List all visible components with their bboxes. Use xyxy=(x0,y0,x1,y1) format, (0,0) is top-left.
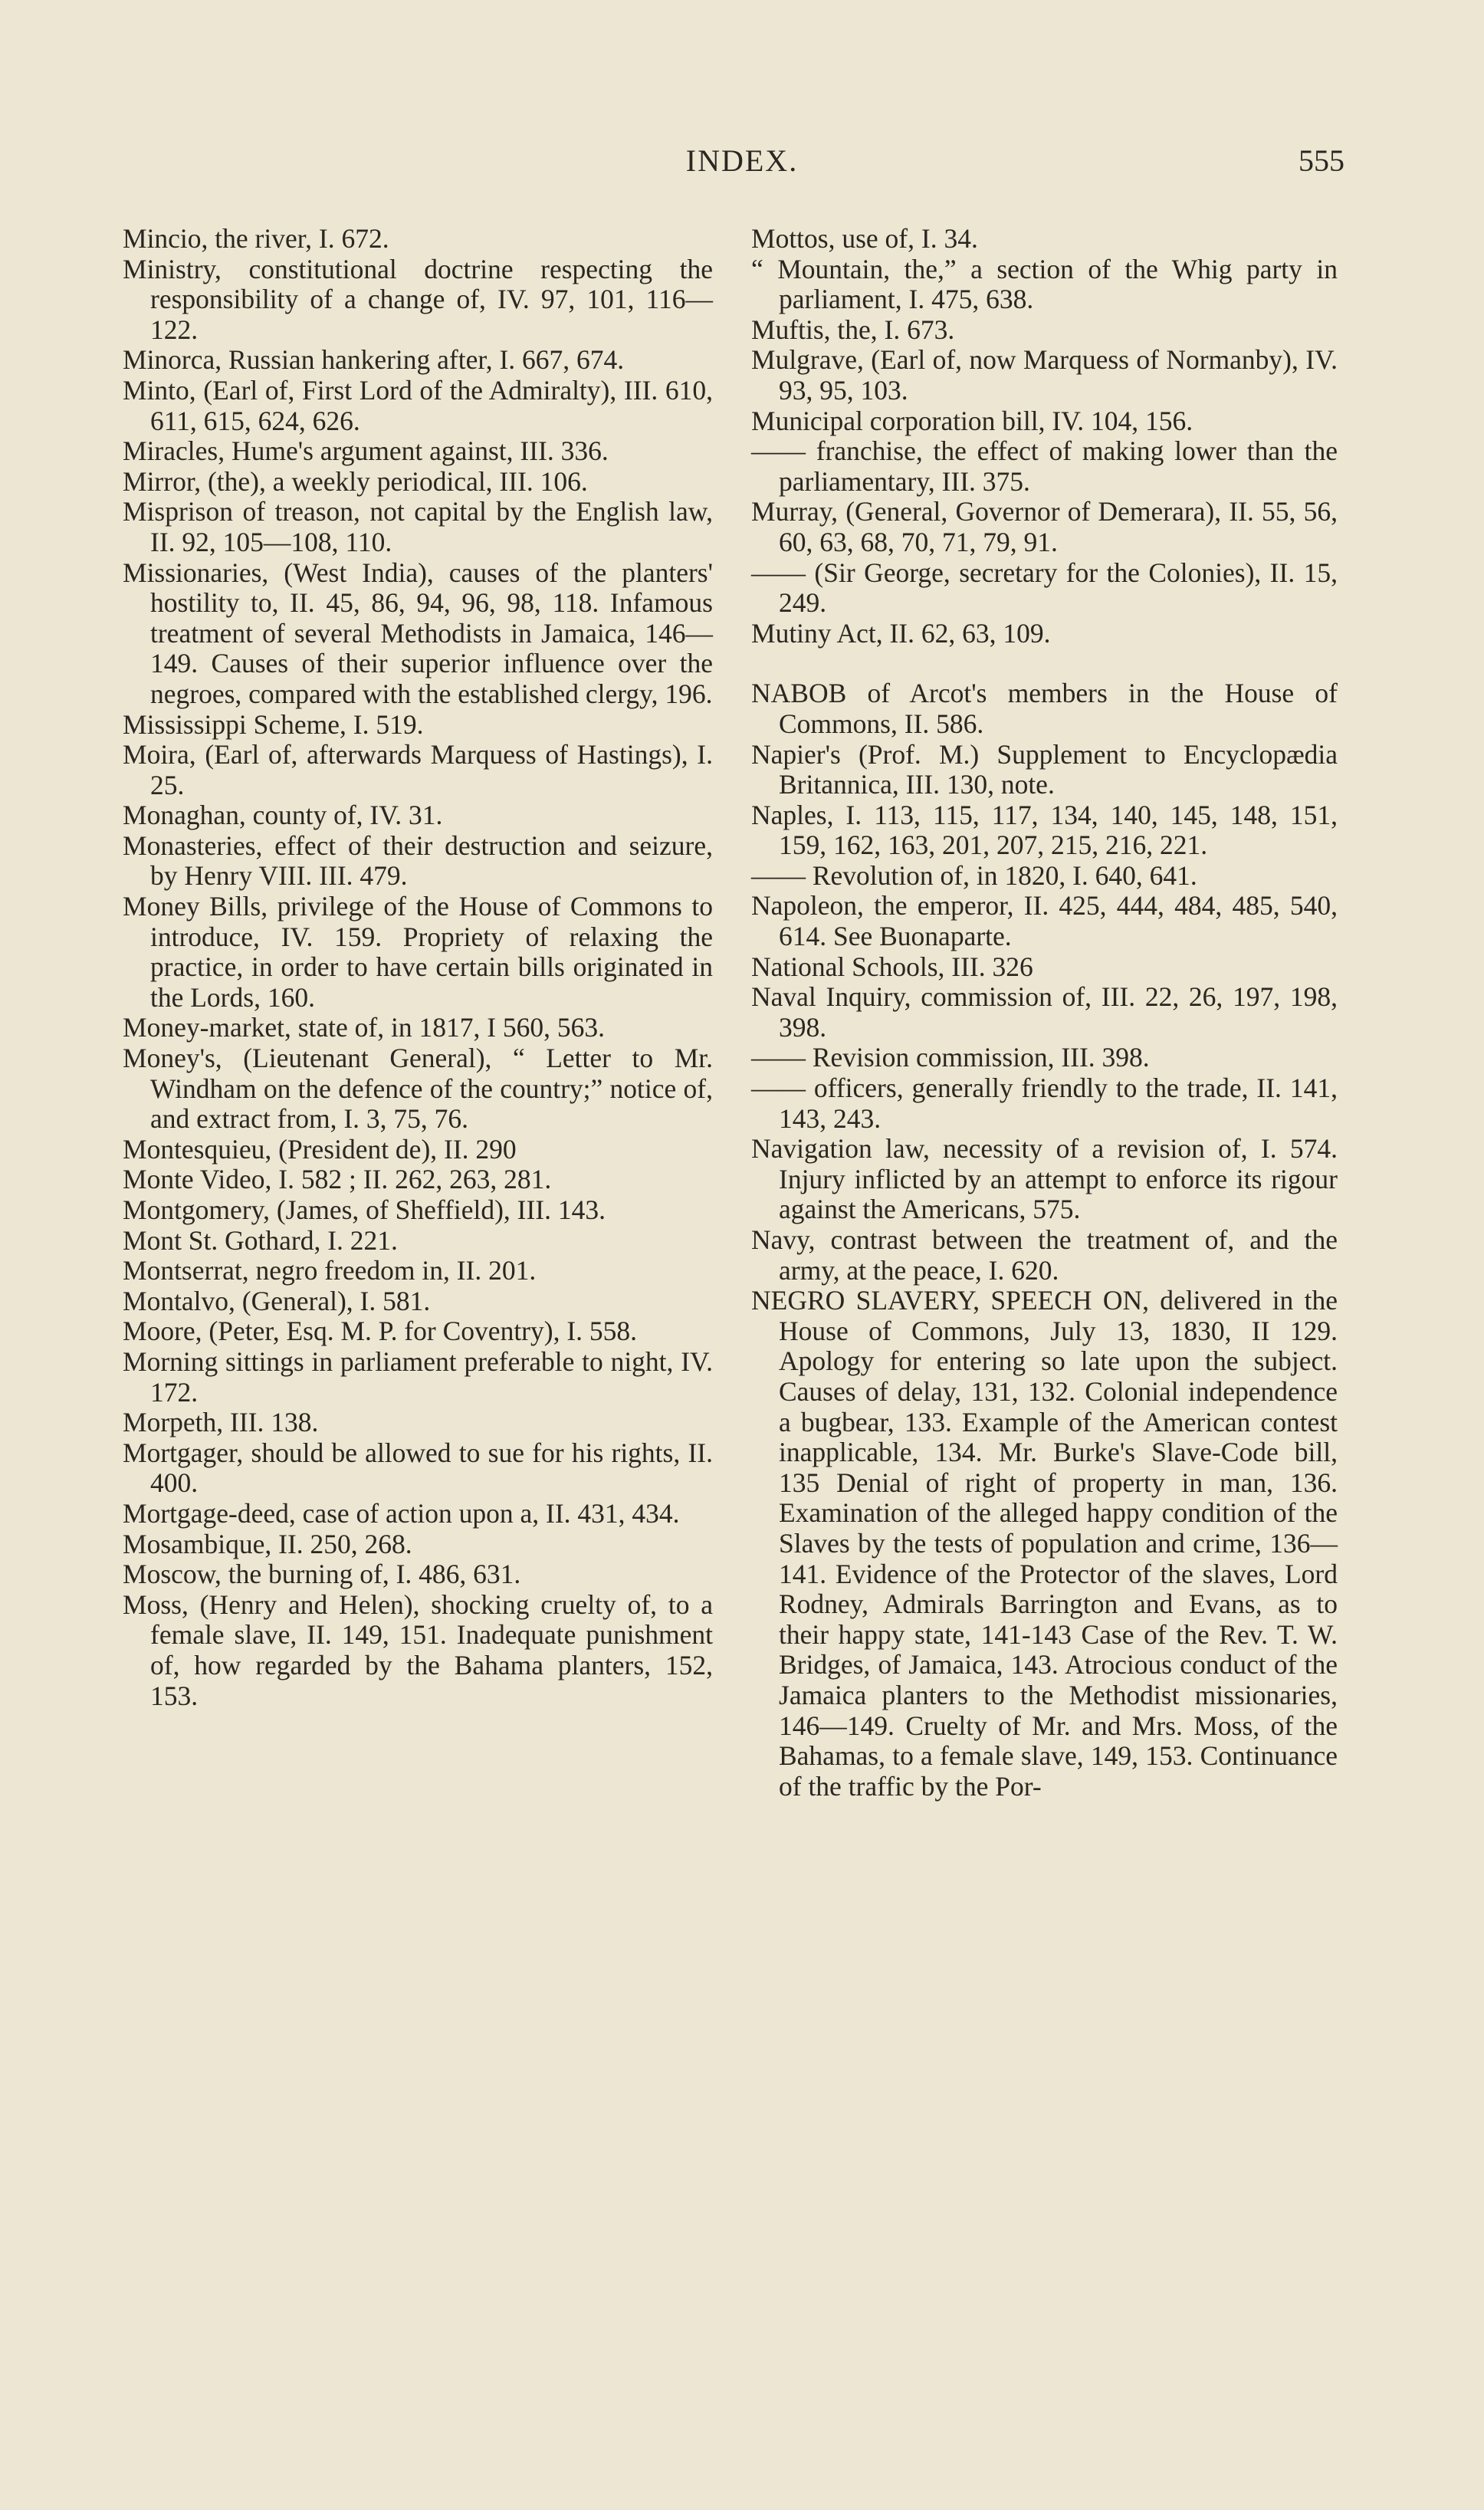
index-entry: Money's, (Lieutenant General), “ Letter to Mr. Windham on the defence of the country;” notice of, and extract from, I. 3, 75, 76. xyxy=(123,1043,713,1135)
index-entry: Montesquieu, (President de), II. 290 xyxy=(123,1133,517,1165)
index-entry: “ Mountain, the,” a section of the Whig party in parliament, I. 475, 638. xyxy=(751,253,1338,315)
index-entry: Minorca, Russian hankering after, I. 667, 674. xyxy=(123,344,625,376)
index-entry: Mirror, (the), a weekly periodical, III. 106. xyxy=(123,465,588,497)
index-entry: Monaghan, county of, IV. 31. xyxy=(123,800,443,831)
index-entry: Mutiny Act, II. 62, 63, 109. xyxy=(751,617,1051,649)
index-entry: —— (Sir George, secretary for the Colonies), II. 15, 249. xyxy=(751,557,1338,619)
index-column-left xyxy=(123,224,713,1711)
index-entry: Montalvo, (General), I. 581. xyxy=(123,1285,431,1316)
index-entry: Morpeth, III. 138. xyxy=(123,1407,319,1438)
index-entry: NEGRO SLAVERY, SPEECH ON, delivered in the House of Commons, July 13, 1830, II 129. Apology for entering so late upon the subject. Causes of delay, 131, 132. Colonial independence a bugbear, 133. Example of the American contest inapplicable, 134. Mr. Burke's Slave-Code bill, 135 Denial of right of property in man, 136. Examination of the alleged happy condition of the Slaves by the tests of population and crime, 136—141. Evidence of the Protector of the slaves, Lord Rodney, Admirals Barrington and Evans, as to their happy state, 141-143 Case of the Rev. T. W. Bridges, of Jamaica, 143. Atrocious conduct of the Jamaica planters to the Methodist missionaries, 146—149. Cruelty of Mr. and Mrs. Moss, of the Bahamas, to a female slave, 149, 153. Continuance of the traffic by the Por- xyxy=(751,1285,1338,1802)
index-entry: Mortgager, should be allowed to sue for his rights, II. 400. xyxy=(123,1437,713,1499)
index-column-right xyxy=(751,224,1338,1802)
index-entry: Naples, I. 113, 115, 117, 134, 140, 145, 148, 151, 159, 162, 163, 201, 207, 215, 216, 221. xyxy=(751,799,1338,861)
index-entry: Mont St. Gothard, I. 221. xyxy=(123,1224,398,1256)
index-entry: Muftis, the, I. 673. xyxy=(751,314,955,345)
index-entry: Mortgage-deed, case of action upon a, II. 431, 434. xyxy=(123,1497,680,1529)
index-entry: Montserrat, negro freedom in, II. 201. xyxy=(123,1255,537,1286)
index-entry: —— franchise, the effect of making lower than the parliamentary, III. 375. xyxy=(751,435,1338,497)
page-number: 555 xyxy=(1298,143,1344,178)
index-entry: Misprison of treason, not capital by the English law, II. 92, 105—108, 110. xyxy=(123,496,713,557)
index-entry: —— officers, generally friendly to the trade, II. 141, 143, 243. xyxy=(751,1073,1338,1134)
index-entry: Napier's (Prof. M.) Supplement to Encyclopædia Britannica, III. 130, note. xyxy=(751,738,1338,800)
index-entry: Moscow, the burning of, I. 486, 631. xyxy=(123,1559,521,1590)
index-entry: Moore, (Peter, Esq. M. P. for Coventry), I. 558. xyxy=(123,1316,638,1347)
index-entry: Municipal corporation bill, IV. 104, 156. xyxy=(751,405,1193,436)
index-entry: Moira, (Earl of, afterwards Marquess of Hastings), I. 25. xyxy=(123,739,713,800)
index-entry: Mottos, use of, I. 34. xyxy=(751,223,978,254)
index-entry: Mulgrave, (Earl of, now Marquess of Normanby), IV. 93, 95, 103. xyxy=(751,344,1338,406)
page-header xyxy=(0,136,1484,182)
index-entry: Moss, (Henry and Helen), shocking cruelty of, to a female slave, II. 149, 151. Inadequate punishment of, how regarded by the Bahama planters, 152, 153. xyxy=(123,1588,713,1711)
index-entry: —— Revision commission, III. 398. xyxy=(751,1042,1150,1073)
index-entry: NABOB of Arcot's members in the House of Commons, II. 586. xyxy=(751,678,1338,739)
index-entry: Mosambique, II. 250, 268. xyxy=(123,1528,412,1559)
index-entry: Navy, contrast between the treatment of, and the army, at the peace, I. 620. xyxy=(751,1224,1338,1286)
index-entry: Minto, (Earl of, First Lord of the Admiralty), III. 610, 611, 615, 624, 626. xyxy=(123,374,713,436)
index-entry: Mincio, the river, I. 672. xyxy=(123,223,389,254)
index-entry: Murray, (General, Governor of Demerara), II. 55, 56, 60, 63, 68, 70, 71, 79, 91. xyxy=(751,496,1338,557)
index-entry: Ministry, constitutional doctrine respecting the responsibility of a change of, IV. 97, 101, 116—122. xyxy=(123,253,713,345)
index-entry: Navigation law, necessity of a revision of, I. 574. Injury inflicted by an attempt to enforce its rigour against the Americans, 575. xyxy=(751,1133,1338,1225)
page-title: INDEX. xyxy=(685,143,799,178)
index-entry: Miracles, Hume's argument against, III. 336. xyxy=(123,435,609,467)
index-entry: Naval Inquiry, commission of, III. 22, 26, 197, 198, 398. xyxy=(751,981,1338,1043)
index-entry: Money Bills, privilege of the House of Commons to introduce, IV. 159. Propriety of relaxing the practice, in order to have certain bills originated in the Lords, 160. xyxy=(123,891,713,1013)
index-entry: Monte Video, I. 582 ; II. 262, 263, 281. xyxy=(123,1164,552,1195)
index-entry: Missionaries, (West India), causes of the planters' hostility to, II. 45, 86, 94, 96, 98, 118. Infamous treatment of several Methodists in Jamaica, 146—149. Causes of their superior influence over the negroes, compared with the established clergy, 196. xyxy=(123,557,713,709)
index-entry: —— Revolution of, in 1820, I. 640, 641. xyxy=(751,859,1197,891)
index-entry: Morning sittings in parliament preferable to night, IV. 172. xyxy=(123,1345,713,1408)
index-entry: Montgomery, (James, of Sheffield), III. 143. xyxy=(123,1194,606,1225)
index-entry: Money-market, state of, in 1817, I 560, 563. xyxy=(123,1012,606,1043)
index-entry: National Schools, III. 326 xyxy=(751,951,1033,982)
index-entry: Napoleon, the emperor, II. 425, 444, 484, 485, 540, 614. See Buonaparte. xyxy=(751,890,1338,952)
index-entry: Monasteries, effect of their destruction and seizure, by Henry VIII. III. 479. xyxy=(123,830,713,892)
index-entry: Mississippi Scheme, I. 519. xyxy=(123,708,424,740)
